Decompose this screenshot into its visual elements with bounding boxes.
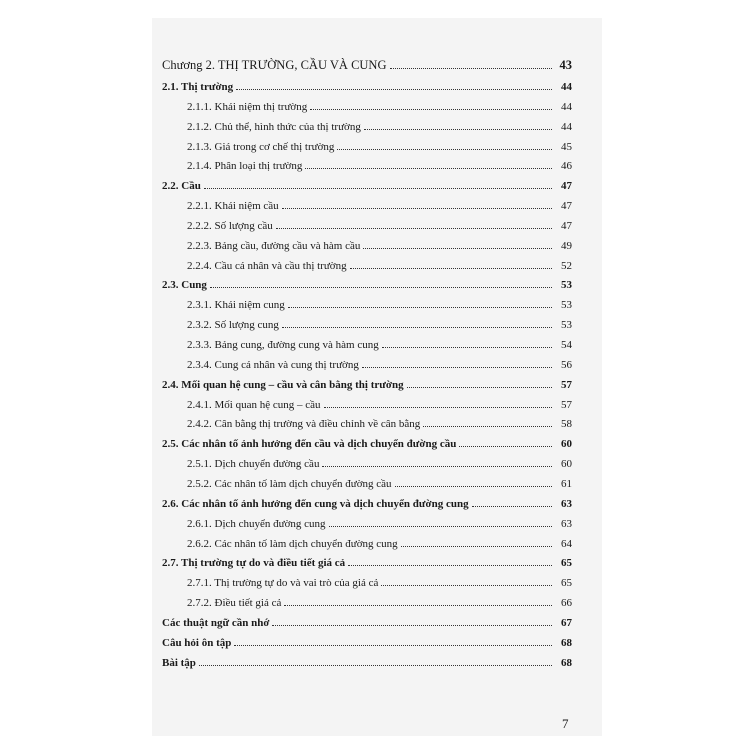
- toc-subsection-entry: [162, 120, 572, 140]
- toc-entry-page: 44: [561, 120, 572, 133]
- toc-subsection-entry: [162, 100, 572, 120]
- toc-leader-dots: [282, 326, 552, 328]
- toc-entry-page: 61: [561, 477, 572, 490]
- toc-leader-dots: [204, 187, 552, 189]
- toc-entry-title: 2.2.1. Khái niệm cầu: [187, 200, 279, 213]
- toc-entry-title: 2.4.1. Mối quan hệ cung – cầu: [187, 398, 321, 411]
- toc-section-entry: [162, 378, 572, 398]
- toc-entry-page: 64: [561, 537, 572, 550]
- toc-entry-page: 53: [561, 279, 572, 292]
- toc-entry-title: 2.4. Mối quan hệ cung – cầu và cân bằng thị trường: [162, 378, 404, 391]
- toc-entry-page: 53: [561, 319, 572, 332]
- toc-leader-dots: [329, 525, 552, 527]
- toc-section-entry: [162, 616, 572, 636]
- toc-leader-dots: [350, 267, 552, 269]
- toc-entry-page: 66: [561, 597, 572, 610]
- toc-leader-dots: [364, 128, 552, 130]
- toc-subsection-entry: [162, 417, 572, 437]
- toc-leader-dots: [234, 644, 552, 646]
- toc-entry-title: 2.1. Thị trường: [162, 81, 234, 93]
- toc-entry-page: 52: [561, 259, 572, 272]
- toc-subsection-entry: [162, 477, 572, 497]
- toc-subsection-entry: [162, 576, 572, 596]
- toc-entry-title: 2.2.2. Số lượng cầu: [187, 219, 273, 232]
- toc-section-entry: [162, 179, 572, 199]
- toc-entry-title: 2.3. Cung: [162, 279, 207, 292]
- toc-entry-title: Các thuật ngữ cần nhớ: [162, 616, 270, 629]
- toc-subsection-entry: [162, 298, 572, 318]
- toc-leader-dots: [324, 406, 553, 408]
- toc-leader-dots: [288, 306, 552, 308]
- toc-leader-dots: [272, 624, 552, 626]
- toc-entry-title: 2.7. Thị trường tự do và điều tiết giá cả: [162, 557, 346, 570]
- toc-leader-dots: [407, 386, 552, 388]
- toc-chapter-page: 43: [559, 58, 572, 72]
- toc-leader-dots: [310, 108, 552, 110]
- toc-subsection-entry: [162, 537, 572, 557]
- toc-leader-dots: [305, 167, 552, 169]
- toc-entry-page: 54: [561, 338, 572, 351]
- toc-entry-page: 58: [561, 418, 572, 431]
- toc-leader-dots: [395, 485, 552, 487]
- toc-entry-page: 65: [561, 557, 572, 570]
- toc-entry-title: 2.5.2. Các nhân tố làm dịch chuyển đường cầu: [187, 477, 392, 490]
- toc-subsection-entry: [162, 517, 572, 537]
- toc-entry-title: Bài tập: [162, 656, 196, 669]
- toc-entry-page: 56: [561, 358, 572, 371]
- toc-entry-title: 2.7.2. Điều tiết giá cả: [187, 597, 282, 610]
- toc-entry-page: 49: [561, 239, 572, 252]
- toc-entry-title: 2.3.4. Cung cá nhân và cung thị trường: [187, 358, 359, 371]
- toc-entry-title: 2.1.3. Giá trong cơ chế thị trường: [187, 140, 335, 153]
- toc-entry-title: 2.1.2. Chủ thể, hình thức của thị trường: [187, 120, 361, 133]
- toc-leader-dots: [362, 366, 552, 368]
- toc-subsection-entry: [162, 358, 572, 378]
- toc-entry-title: 2.6.1. Dịch chuyển đường cung: [187, 517, 326, 530]
- toc-leader-dots: [381, 584, 552, 586]
- toc-entry-page: 67: [561, 616, 572, 629]
- toc-entry-page: 46: [561, 160, 572, 173]
- toc-section-entry: [162, 636, 572, 656]
- toc-entry-title: 2.6.2. Các nhân tố làm dịch chuyển đường cung: [187, 537, 398, 550]
- toc-section-entry: [162, 437, 572, 457]
- toc-entry-page: 45: [561, 140, 572, 153]
- toc-chapter-title: Chương 2. THỊ TRƯỜNG, CẦU VÀ CUNG: [162, 58, 387, 72]
- toc-entry-title: 2.3.3. Bảng cung, đường cung và hàm cung: [187, 338, 379, 351]
- toc-entry-page: 68: [561, 636, 572, 649]
- toc-section-entry: [162, 497, 572, 517]
- toc-leader-dots: [459, 445, 552, 447]
- toc-entry-page: 63: [561, 517, 572, 530]
- toc-entry-title: 2.6. Các nhân tố ảnh hưởng đến cung và dịch chuyển đường cung: [162, 497, 469, 510]
- toc-entry-title: 2.2.3. Bảng cầu, đường cầu và hàm cầu: [187, 239, 361, 252]
- toc-entry-title: 2.2.4. Cầu cá nhân và cầu thị trường: [187, 259, 347, 272]
- toc-entry-title: 2.5.1. Dịch chuyển đường cầu: [187, 458, 320, 471]
- toc-entry-title: 2.1.1. Khái niệm thị trường: [187, 101, 308, 113]
- toc-subsection-entry: [162, 338, 572, 358]
- toc-leader-dots: [382, 346, 552, 348]
- toc-entry-page: 44: [561, 101, 572, 113]
- toc-entry-page: 47: [561, 180, 572, 193]
- toc-entry-page: 47: [561, 219, 572, 232]
- toc-subsection-entry: [162, 457, 572, 477]
- toc-entry-title: 2.1.4. Phân loại thị trường: [187, 160, 303, 173]
- toc-entry-title: Câu hỏi ôn tập: [162, 636, 232, 649]
- toc-entries: [162, 80, 572, 676]
- toc-leader-dots: [337, 148, 552, 150]
- toc-entry-title: 2.3.1. Khái niệm cung: [187, 299, 285, 312]
- toc-section-entry: [162, 656, 572, 676]
- toc-entry-page: 53: [561, 299, 572, 312]
- toc-entry-title: 2.4.2. Cân bằng thị trường và điều chỉnh về cân bằng: [187, 418, 421, 431]
- toc-entry-page: 57: [561, 378, 572, 391]
- toc-subsection-entry: [162, 318, 572, 338]
- toc-leader-dots: [423, 425, 552, 427]
- toc-leader-dots: [390, 67, 553, 69]
- toc-entry-page: 57: [561, 398, 572, 411]
- toc-entry-page: 60: [561, 438, 572, 451]
- toc-leader-dots: [236, 88, 552, 90]
- toc-leader-dots: [348, 564, 552, 566]
- toc-leader-dots: [401, 545, 552, 547]
- toc-entry-page: 63: [561, 497, 572, 510]
- toc-entry-page: 68: [561, 656, 572, 669]
- toc-section-entry: [162, 278, 572, 298]
- toc-subsection-entry: [162, 159, 572, 179]
- toc-entry-title: 2.3.2. Số lượng cung: [187, 319, 279, 332]
- toc-subsection-entry: [162, 398, 572, 418]
- toc-leader-dots: [282, 207, 552, 209]
- toc-leader-dots: [199, 664, 552, 666]
- toc-subsection-entry: [162, 140, 572, 160]
- toc-subsection-entry: [162, 239, 572, 259]
- toc-subsection-entry: [162, 596, 572, 616]
- toc-entry-title: 2.5. Các nhân tố ảnh hưởng đến cầu và dịch chuyển đường cầu: [162, 438, 457, 451]
- toc-entry-page: 65: [561, 577, 572, 590]
- toc-leader-dots: [472, 505, 552, 507]
- toc-subsection-entry: [162, 219, 572, 239]
- toc-entry-page: 60: [561, 458, 572, 471]
- toc-entry-page: 47: [561, 200, 572, 213]
- toc-leader-dots: [210, 286, 552, 288]
- toc-leader-dots: [322, 465, 552, 467]
- toc-section-entry: [162, 556, 572, 576]
- toc-chapter-heading: [162, 58, 572, 80]
- toc-leader-dots: [363, 247, 552, 249]
- toc-leader-dots: [284, 604, 552, 606]
- toc-entry-title: 2.7.1. Thị trường tự do và vai trò của giá cả: [187, 577, 379, 590]
- toc-entry-title: 2.2. Cầu: [162, 180, 201, 193]
- toc-entry-page: 44: [561, 81, 572, 93]
- page-number: 7: [562, 716, 569, 731]
- toc-section-entry: [162, 80, 572, 100]
- toc-leader-dots: [276, 227, 552, 229]
- table-of-contents: [162, 58, 572, 676]
- toc-subsection-entry: [162, 199, 572, 219]
- toc-subsection-entry: [162, 259, 572, 279]
